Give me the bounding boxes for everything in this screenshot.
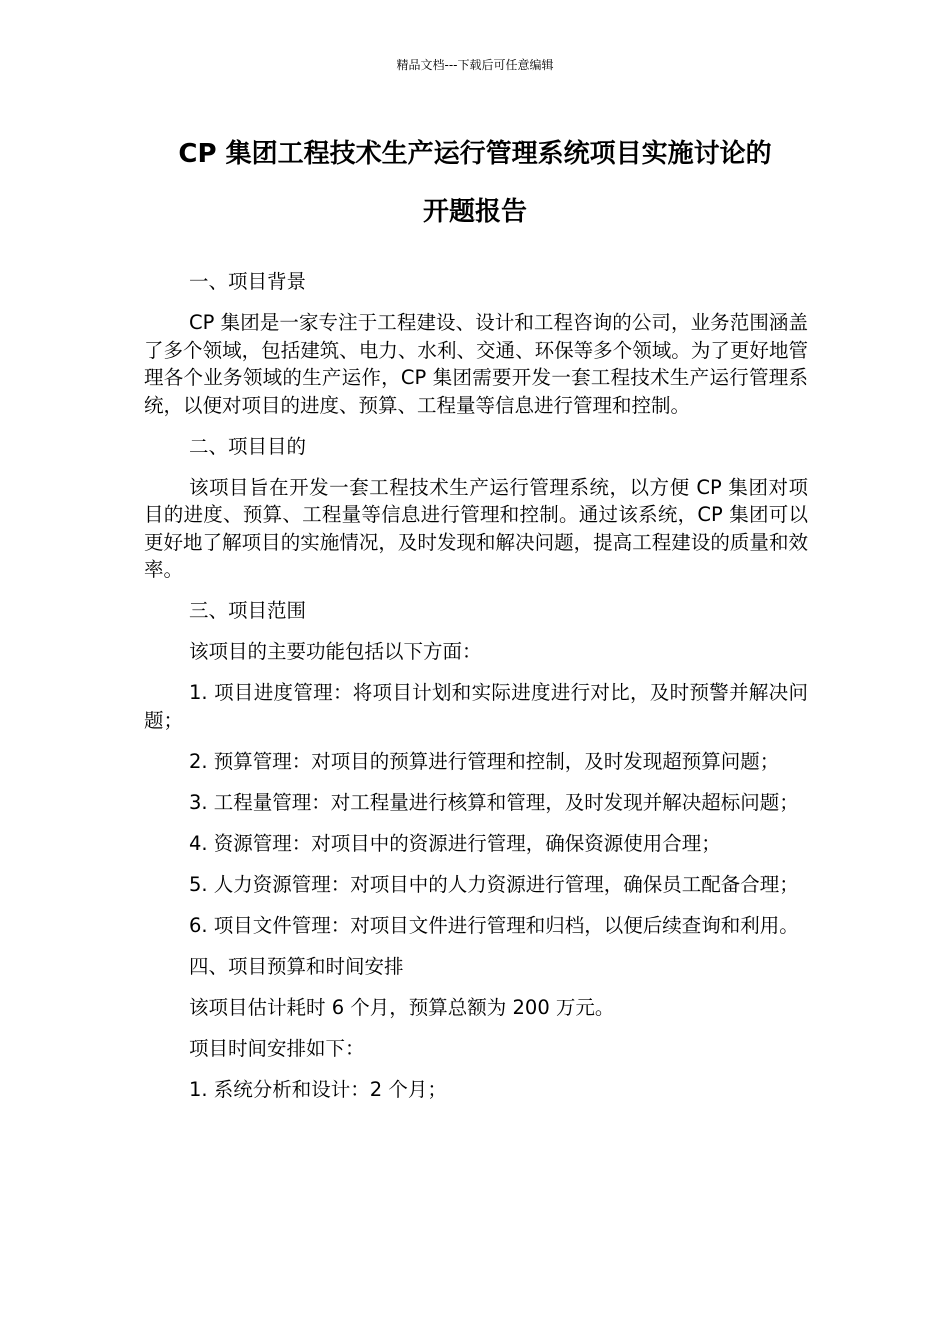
section-heading-budget-schedule: 四、项目预算和时间安排 xyxy=(189,954,404,978)
list-item-progress: 1. 项目进度管理：将项目计划和实际进度进行对比，及时预警并解决问题； xyxy=(144,681,808,732)
schedule-item-analysis: 1. 系统分析和设计：2 个月； xyxy=(189,1077,447,1101)
document-title-line-1: CP 集团工程技术生产运行管理系统项目实施讨论的 xyxy=(178,139,772,169)
list-item-quantity: 3. 工程量管理：对工程量进行核算和管理，及时发现并解决超标问题； xyxy=(189,790,799,814)
list-item-documents: 6. 项目文件管理：对项目文件进行管理和归档，以便后续查询和利用。 xyxy=(189,913,799,937)
document-title-line-2: 开题报告 xyxy=(422,197,527,227)
list-item-budget: 2. 预算管理：对项目的预算进行管理和控制，及时发现超预算问题； xyxy=(189,749,780,773)
paragraph-background: CP 集团是一家专注于工程建设、设计和工程咨询的公司，业务范围涵盖了多个领域，包括建筑、电力、水利、交通、环保等多个领域。为了更好地管理各个业务领域的生产运作，CP 集团需要开发一套工程技术生产运行管理系统，以便对项目的进度、预算、工程量等信息进行管理和控制。 xyxy=(144,311,808,417)
section-heading-background: 一、项目背景 xyxy=(189,270,307,293)
section-heading-scope: 三、项目范围 xyxy=(189,599,307,622)
page-header: 精品文档---下载后可任意编辑 xyxy=(396,58,554,72)
paragraph-estimate: 该项目估计耗时 6 个月，预算总额为 200 万元。 xyxy=(189,995,615,1019)
paragraph-schedule-intro: 项目时间安排如下： xyxy=(189,1036,365,1060)
paragraph-scope-intro: 该项目的主要功能包括以下方面： xyxy=(189,640,482,663)
section-heading-purpose: 二、项目目的 xyxy=(189,434,307,458)
list-item-resources: 4. 资源管理：对项目中的资源进行管理，确保资源使用合理； xyxy=(189,831,721,855)
document-body xyxy=(144,268,808,1117)
paragraph-purpose: 该项目旨在开发一套工程技术生产运行管理系统，以方便 CP 集团对项目的进度、预算、工程量等信息进行管理和控制。通过该系统，CP 集团可以更好地了解项目的实施情况，及时发现和解决问题，提高工程建设的质量和效率。 xyxy=(144,475,808,581)
list-item-hr: 5. 人力资源管理：对项目中的人力资源进行管理，确保员工配备合理； xyxy=(189,872,799,896)
